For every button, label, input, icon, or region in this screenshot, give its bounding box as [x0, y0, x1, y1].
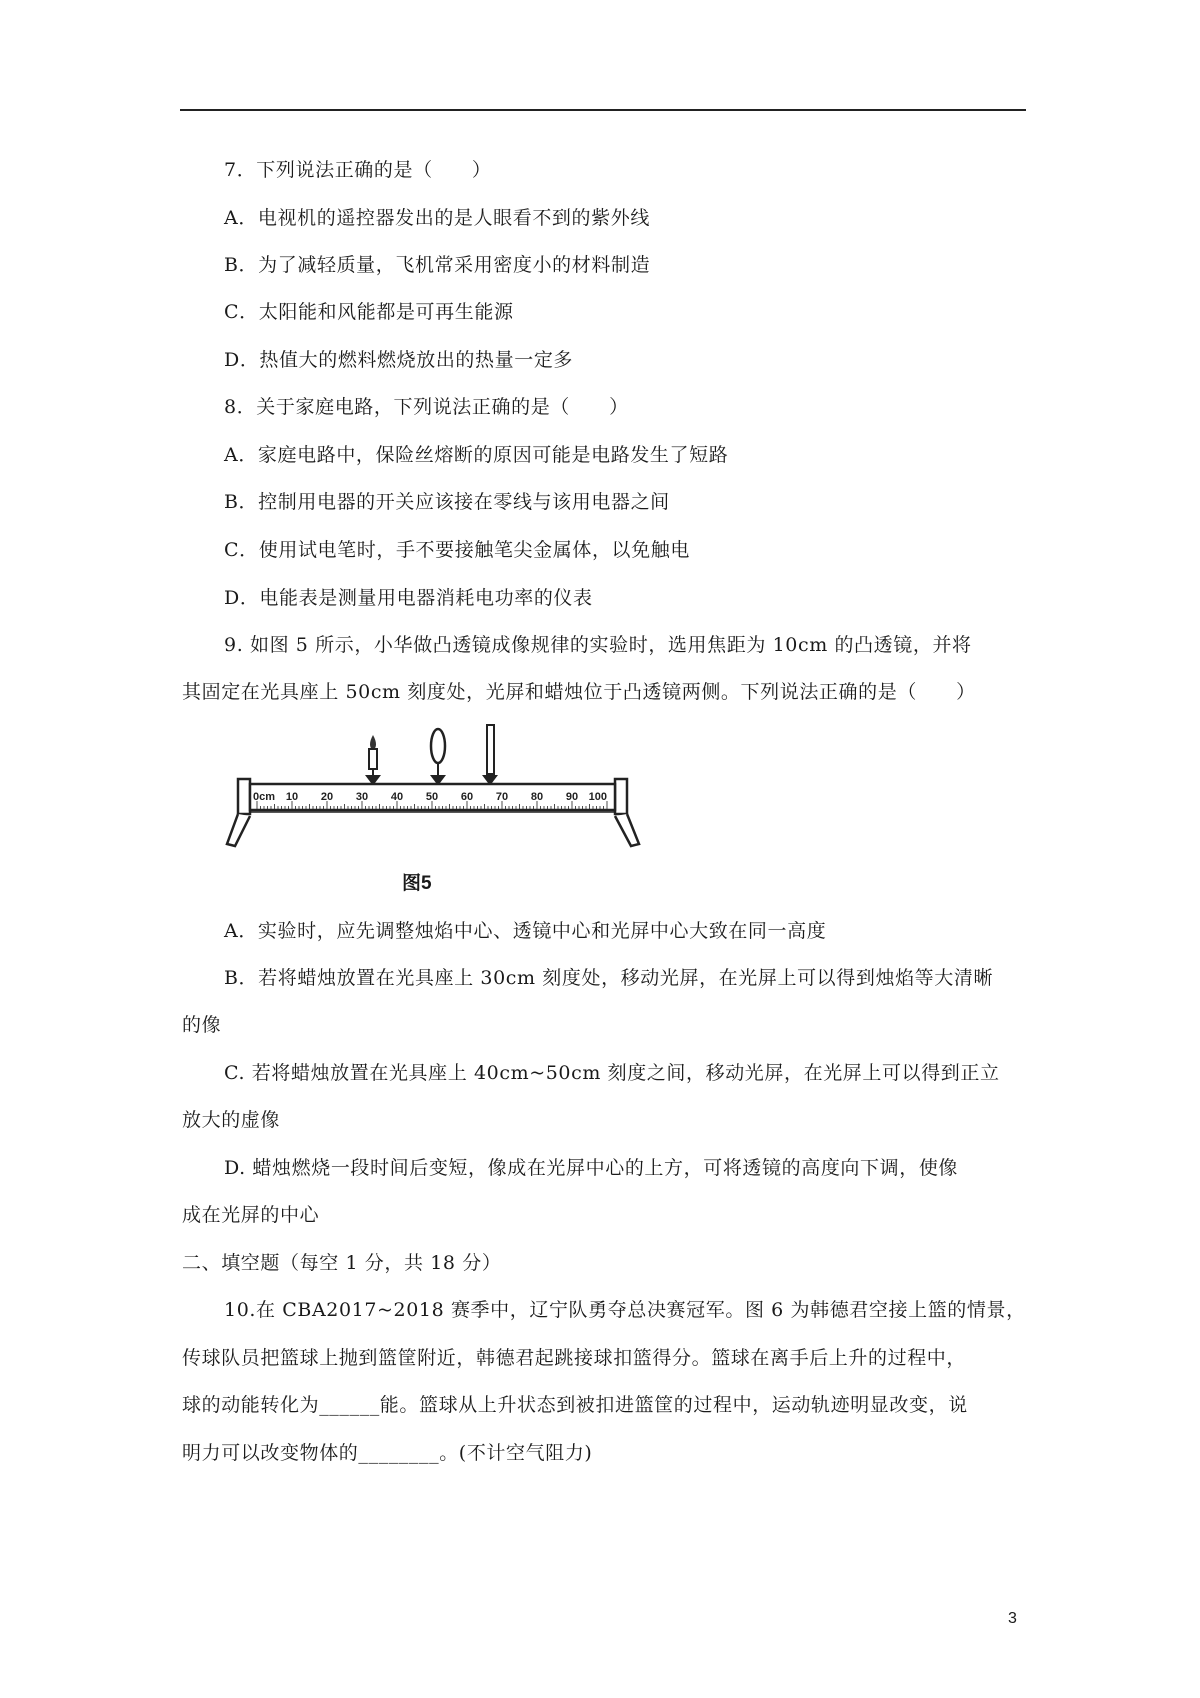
q7-option-d: D．热值大的燃料燃烧放出的热量一定多: [224, 349, 574, 371]
q9-option-b-line1: B．若将蜡烛放置在光具座上 30cm 刻度处，移动光屏，在光屏上可以得到烛焰等大清晰: [224, 967, 994, 989]
scale-label: 90: [565, 791, 579, 803]
q9-option-a: A．实验时，应先调整烛焰中心、透镜中心和光屏中心大致在同一高度: [224, 920, 827, 942]
q10-line1: 10.在 CBA2017~2018 赛季中，辽宁队勇夺总决赛冠军。图 6 为韩德君空接上篮的情景，: [224, 1299, 1026, 1321]
optical-bench-diagram: [225, 722, 645, 862]
scale-label: 100: [588, 791, 607, 803]
screen-shape: [487, 725, 494, 774]
candle-flame-shape: [370, 735, 376, 750]
q8-option-d: D．电能表是测量用电器消耗电功率的仪表: [224, 587, 593, 609]
q9-option-d-line2: 成在光屏的中心: [182, 1204, 320, 1226]
scale-label: 0cm: [253, 791, 276, 803]
scale-label: 60: [460, 791, 474, 803]
q9-stem-line2: 其固定在光具座上 50cm 刻度处，光屏和蜡烛位于凸透镜两侧。下列说法正确的是（ ）: [182, 681, 976, 703]
figure-caption: 图5: [402, 873, 432, 894]
section-heading: 二、填空题（每空 1 分，共 18 分）: [182, 1252, 502, 1274]
scale-label: 40: [390, 791, 404, 803]
q7-option-c: C．太阳能和风能都是可再生能源: [224, 301, 514, 323]
scale-label: 30: [355, 791, 369, 803]
scale-label: 50: [425, 791, 439, 803]
right-end-post: [615, 779, 627, 814]
q10-line3: 球的动能转化为______能。篮球从上升状态到被扣进篮筐的过程中，运动轨迹明显改变，说: [182, 1394, 968, 1416]
q7-option-a: A．电视机的遥控器发出的是人眼看不到的紫外线: [224, 207, 650, 229]
scale-label: 70: [495, 791, 509, 803]
q8-option-b: B．控制用电器的开关应该接在零线与该用电器之间: [224, 491, 670, 513]
q9-stem-line1: 9. 如图 5 所示，小华做凸透镜成像规律的实验时，选用焦距为 10cm 的凸透镜，并将: [224, 634, 972, 656]
left-end-post: [238, 779, 250, 814]
q8-option-a: A．家庭电路中，保险丝熔断的原因可能是电路发生了短路: [224, 444, 729, 466]
lens-holder: [432, 763, 444, 784]
q9-option-d-line1: D. 蜡烛燃烧一段时间后变短，像成在光屏中心的上方，可将透镜的高度向下调，使像: [224, 1157, 959, 1179]
header-rule: [180, 109, 1026, 111]
q8-option-c: C．使用试电笔时，手不要接触笔尖金属体，以免触电: [224, 539, 690, 561]
left-leg: [227, 814, 250, 846]
q10-line2: 传球队员把篮球上抛到篮筐附近，韩德君起跳接球扣篮得分。篮球在离手后上升的过程中，: [182, 1347, 967, 1369]
candle-shape: [369, 749, 377, 769]
right-leg: [615, 814, 639, 846]
q7-option-b: B．为了减轻质量，飞机常采用密度小的材料制造: [224, 254, 651, 276]
q9-option-c-line1: C. 若将蜡烛放置在光具座上 40cm~50cm 刻度之间，移动光屏，在光屏上可以得到正立: [224, 1062, 1000, 1084]
candle-holder: [367, 769, 379, 784]
q9-option-b-line2: 的像: [182, 1014, 222, 1036]
screen-holder: [484, 774, 496, 784]
q9-option-c-line2: 放大的虚像: [182, 1109, 281, 1131]
scale-label: 80: [530, 791, 544, 803]
lens-shape: [431, 729, 445, 763]
optical-bench-figure: [225, 722, 645, 866]
q8-stem: 8．关于家庭电路，下列说法正确的是（ ）: [224, 396, 629, 418]
scale-label: 20: [320, 791, 334, 803]
page-number: 3: [1008, 1610, 1017, 1627]
q7-stem: 7．下列说法正确的是（ ）: [224, 159, 492, 181]
q10-line4: 明力可以改变物体的________。(不计空气阻力): [182, 1442, 593, 1464]
scale-label: 10: [285, 791, 299, 803]
